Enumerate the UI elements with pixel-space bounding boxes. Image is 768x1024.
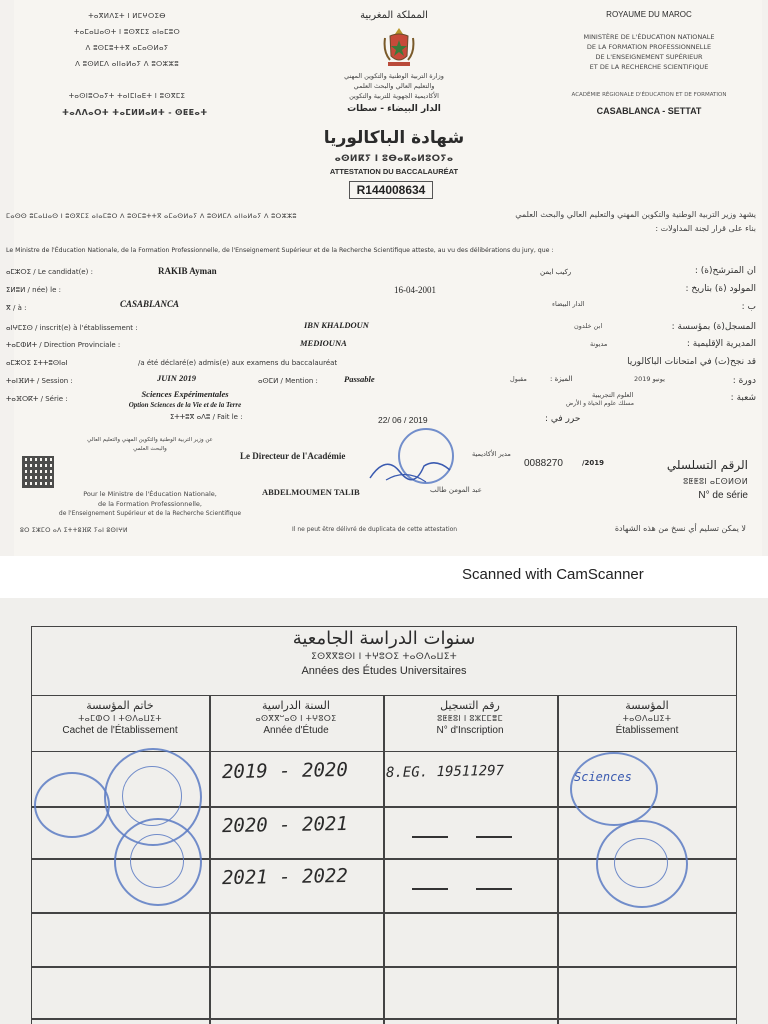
- birth-place-label: ⴳ / à :: [6, 304, 27, 312]
- birth-place-arabic: الدار البيضاء: [552, 300, 585, 308]
- header-cachet-tifinagh: ⵜⴰⵎⵀⵔ ⵏ ⵜⵙⴷⴰⵡⵉⵜ: [78, 714, 162, 723]
- series-label: ⵜⴰⴼⵔⴽⵜ / Série :: [6, 395, 68, 403]
- table-row-inscription-dash: [476, 888, 512, 890]
- school-name-arabic: ابن خلدون: [574, 322, 603, 330]
- table-row-year: 2021 - 2022: [221, 864, 349, 890]
- candidate-name: RAKIB Ayman: [158, 266, 217, 276]
- header-inscription-tifinagh: ⵓⵟⵟⵓⵏ ⵏ ⵓⵣⵎⵎⴻⵎ: [437, 714, 503, 723]
- school-label-arabic: المسجل(ة) بمؤسسة :: [671, 322, 756, 332]
- row-divider: [31, 966, 737, 968]
- column-divider: [209, 696, 211, 1024]
- column-divider: [383, 696, 385, 1024]
- kingdom-french: ROYAUME DU MAROC: [606, 10, 692, 19]
- signature-left-arabic: عن وزير التربية الوطنية والتكوين المهني والتعليم العالي والبحث العلمي: [87, 437, 213, 452]
- ministry-arabic-1: وزارة التربية الوطنية والتكوين المهني: [344, 72, 444, 80]
- header-left-line2: ⵜⴰⵎⴰⵡⴰⵙⵜ ⵏ ⵓⵙⴳⵎⵉ ⴰⵏⴰⵎⵓⵔ: [73, 28, 181, 36]
- series-option: Option Sciences de la Vie et de la Terre: [128, 401, 242, 409]
- birth-place-label-arabic: ب :: [741, 302, 756, 312]
- serial-block-label-arabic: الرقم التسلسلي: [666, 458, 748, 472]
- birth-date-label-arabic: المولود (ة) بتاريخ :: [685, 284, 756, 294]
- table-row-inscription-dash: [412, 888, 448, 890]
- header-etablissement-arabic: المؤسسة: [625, 699, 669, 712]
- preamble-tifinagh: ⵎⴰⵙⵙ ⵓⵎⴰⵡⴰⵙ ⵏ ⵓⵙⴳⵎⵉ ⴰⵏⴰⵎⵓⵔ ⴷ ⵓⵙⵎⵓⵜⵜⴳ ⴰⵎⴰⵙⵍⴰⵢ ⴷ ⵓⵙⵍⵎⴷ ⴰⵏⵏⴰⵍⴰⵢ ⴷ ⵓⵔⵣⵣⵓ: [6, 212, 297, 220]
- date-label-arabic: حرر في :: [545, 414, 581, 424]
- header-etablissement-french: Établissement: [615, 725, 679, 736]
- row-divider: [31, 912, 737, 914]
- school-label: ⴰⵏⵖⵎⵉⵙ / inscrit(e) à l'établissement :: [6, 324, 138, 332]
- signature-left-french-2: de la Formation Professionnelle,: [98, 500, 202, 508]
- header-year-tifinagh: ⴰⵙⴳⴳⵯⴰⵙ ⵏ ⵜⵖⵓⵔⵉ: [255, 714, 337, 723]
- candidate-name-arabic: ركيب ايمن: [540, 268, 572, 276]
- preamble-arabic: يشهد وزير التربية الوطنية والتكوين المهني والتعليم العالي والبحث العلمي: [515, 210, 756, 219]
- certificate-serial-number: R144008634: [349, 181, 433, 199]
- ministry-french-3: DE L'ENSEIGNEMENT SUPÉRIEUR: [595, 53, 703, 61]
- session-value: JUIN 2019: [157, 373, 196, 383]
- serial-block-label-tifinagh: ⵓⵟⵟⵓⵏ ⴰⵎⵙⵍⵙⵍ: [683, 477, 748, 486]
- direction-name-arabic: مديونة: [590, 340, 608, 348]
- signature-left-french-1: Pour le Ministre de l'Éducation Nationale,: [83, 490, 217, 498]
- table-row-year: 2019 - 2020: [221, 758, 349, 784]
- ministry-french-2: DE LA FORMATION PROFESSIONNELLE: [586, 43, 712, 51]
- preamble-arabic-2: بناء على قرار لجنة المداولات :: [655, 224, 756, 233]
- header-left-line1: ⵜⴰⴳⵍⴷⵉⵜ ⵏ ⵍⵎⵖⵔⵉⴱ: [88, 12, 166, 20]
- series-value-arabic: العلوم التجريبية: [592, 391, 634, 399]
- footer-tifinagh: ⵓⵔ ⵉⵣⵎⵔ ⴰⴷ ⵉⵜⵜⵓⴼⴽ ⵢⴰⵏ ⵓⵙⵏⵖⵍ: [20, 527, 128, 534]
- birth-date: 16-04-2001: [394, 285, 436, 295]
- mention-label: ⴰⵙⵎⵍ / Mention :: [258, 377, 318, 385]
- table-title-block: [31, 626, 737, 696]
- header-left-line3: ⴷ ⵓⵙⵎⵓⵜⵜⴳ ⴰⵎⴰⵙⵍⴰⵢ: [85, 44, 169, 52]
- footer-french: Il ne peut être délivré de duplicata de cette attestation: [292, 526, 458, 533]
- header-inscription-arabic: رقم التسجيل: [440, 699, 500, 712]
- table-title-tifinagh: ⵉⵙⴳⴳⵓⵙⵏ ⵏ ⵜⵖⵓⵔⵉ ⵜⴰⵙⴷⴰⵡⵉⵜ: [311, 652, 457, 662]
- birth-place: CASABLANCA: [120, 299, 180, 309]
- header-left-line5: ⵜⴰⵙⵏⵓⵔⴰⵢⵜ ⵜⴰⵏⵎⵏⴰⴹⵜ ⵏ ⵓⵙⴳⵎⵉ: [68, 92, 186, 100]
- series-label-arabic: شعبة :: [730, 393, 756, 403]
- title-french: ATTESTATION DU BACCALAURÉAT: [329, 167, 459, 176]
- header-cell-etablissement: [557, 696, 737, 752]
- table-row-establishment-signature: Sciences: [574, 770, 632, 784]
- header-year-french: Année d'Étude: [263, 725, 329, 736]
- header-left-line6: ⵜⴰⴷⴷⴰⵔⵜ ⵜⴰⵎⵍⵍⴰⵍⵜ - ⵙⵟⵟⴰⵜ: [62, 108, 208, 117]
- school-name: IBN KHALDOUN: [304, 320, 369, 330]
- academy-arabic: الأكاديمية الجهوية للتربية والتكوين: [349, 92, 439, 100]
- admitted-label-arabic: قد نجح(ت) في امتحانات الباكالوريا: [627, 357, 756, 367]
- series-option-arabic: مسلك علوم الحياة و الأرض: [566, 400, 634, 407]
- issue-date: 22/ 06 / 2019: [378, 415, 428, 425]
- university-stamp-icon: [114, 818, 202, 906]
- establishment-stamp-icon: [596, 820, 688, 908]
- qr-code-icon: [22, 456, 54, 488]
- candidate-label: ⴰⵎⵣⵔⵉ / Le candidat(e) :: [6, 268, 93, 276]
- title-tifinagh: ⴰⵙⵍⴽⵢ ⵏ ⵓⴱⴰⴽⴰⵍⵓⵔⵢⴰ: [334, 154, 454, 164]
- director-title-arabic: مدير الأكاديمية: [472, 450, 511, 458]
- admitted-label: /a été déclaré(e) admis(e) aux examens du baccalauréat: [138, 359, 338, 367]
- serial-block-label-french: N° de série: [698, 490, 748, 501]
- footer-arabic: لا يمكن تسليم أي نسخ من هذه الشهادة: [614, 524, 746, 533]
- moroccan-emblem-icon: [382, 26, 416, 68]
- university-stamp-icon: [34, 772, 110, 838]
- ministry-french-1: MINISTÈRE DE L'ÉDUCATION NATIONALE: [583, 33, 715, 41]
- header-inscription-french: N° d'Inscription: [436, 725, 504, 736]
- date-label: ⵉⵜⵜⵓⴳ ⴰⴷⵓ / Fait le :: [170, 413, 243, 421]
- column-divider: [557, 696, 559, 1024]
- session-label-arabic: دورة :: [732, 376, 756, 386]
- admitted-tifinagh: ⴰⵎⵣⵔⵉ ⵉⵜⵜⵓⵙⵏⴰⵏ: [6, 359, 68, 367]
- row-divider: [31, 1018, 737, 1020]
- session-value-arabic: يونيو 2019: [634, 375, 665, 383]
- header-cachet-arabic: خاتم المؤسسة: [86, 699, 154, 712]
- header-cachet-french: Cachet de l'Établissement: [62, 725, 178, 736]
- header-etablissement-tifinagh: ⵜⴰⵙⴷⴰⵡⵉⵜ: [622, 714, 672, 723]
- serial-block-year: /2019: [582, 459, 605, 467]
- signature-left-french-3: de l'Enseignement Supérieur et de la Recherche Scientifique: [58, 510, 242, 517]
- preamble-french: Le Ministre de l'Éducation Nationale, de la Formation Professionnelle, de l'Enseignement Supérieur et de la Recherche Scientifique atteste, au vu des délibérations du jury, que :: [6, 247, 554, 254]
- director-name: ABDELMOUMEN TALIB: [262, 487, 360, 497]
- header-cell-year: [209, 696, 383, 752]
- serial-block-number: 0088270: [524, 458, 563, 469]
- birth-date-label: ⵉⵍⵓⵍ / née) le :: [6, 286, 61, 294]
- table-title-arabic: سنوات الدراسة الجامعية: [292, 628, 476, 649]
- header-cell-inscription: [383, 696, 557, 752]
- table-row-year: 2020 - 2021: [221, 812, 349, 838]
- header-left-line4: ⴷ ⵓⵙⵍⵎⴷ ⴰⵏⵏⴰⵍⴰⵢ ⴷ ⵓⵔⵣⵣⵓ: [75, 60, 179, 68]
- series-value: Sciences Expérimentales: [141, 389, 229, 399]
- table-row-inscription-dash: [476, 836, 512, 838]
- camscanner-watermark: Scanned with CamScanner: [462, 566, 644, 583]
- mention-value: Passable: [344, 374, 375, 384]
- ministry-arabic-2: والتعليم العالي والبحث العلمي: [353, 82, 435, 90]
- establishment-stamp-icon: [570, 752, 658, 826]
- title-arabic: شهادة الباكالوريا: [323, 128, 465, 148]
- director-title: Le Directeur de l'Académie: [240, 451, 346, 461]
- table-row-inscription: 8.EG. 19511297: [385, 762, 505, 782]
- director-name-arabic: عبد المومن طالب: [430, 486, 482, 494]
- session-label: ⵜⴰⵏⴼⵍⵜ / Session :: [6, 377, 73, 385]
- direction-label-arabic: المديرية الإقليمية :: [686, 339, 756, 349]
- region-french: CASABLANCA - SETTAT: [596, 106, 702, 116]
- header-year-arabic: السنة الدراسية: [262, 699, 330, 712]
- table-title-french: Années des Études Universitaires: [301, 665, 467, 677]
- candidate-label-arabic: ان المترشح(ة) :: [694, 266, 756, 276]
- table-row-inscription-dash: [412, 836, 448, 838]
- ministry-french-4: ET DE LA RECHERCHE SCIENTIFIQUE: [589, 63, 709, 71]
- kingdom-arabic: المملكة المغربية: [360, 10, 428, 21]
- signature-scribble-icon: [366, 448, 456, 488]
- region-arabic: الدار البيضاء - سطات: [347, 104, 441, 114]
- academy-french: ACADÉMIE RÉGIONALE D'ÉDUCATION ET DE FORMATION: [571, 92, 727, 98]
- direction-label: ⵜⴰⵎⵀⵍⵜ / Direction Provinciale :: [6, 341, 121, 349]
- mention-label-arabic: الميزة :: [550, 375, 573, 383]
- header-cell-cachet: [31, 696, 209, 752]
- mention-value-arabic: مقبول: [510, 375, 527, 383]
- direction-name: MEDIOUNA: [300, 338, 347, 348]
